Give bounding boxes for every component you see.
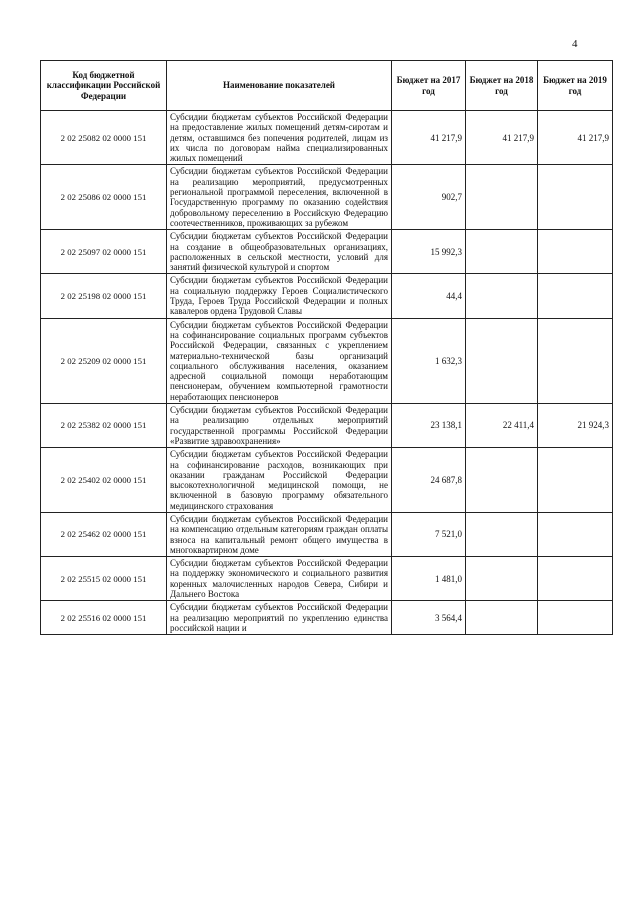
row-code: 2 02 25097 02 0000 151: [41, 230, 167, 274]
row-budget-2019: [538, 557, 613, 601]
table-row: [41, 512, 613, 556]
table-row: [41, 557, 613, 601]
row-budget-2018: [466, 318, 538, 403]
budget-table: [40, 60, 613, 635]
row-name: Субсидии бюджетам субъектов Российской Федерации на реализацию мероприятий по укреплению единства российской нации и: [167, 601, 392, 635]
row-budget-2017: 1 632,3: [392, 318, 466, 403]
row-name: Субсидии бюджетам субъектов Российской Федерации на поддержку экономического и социального развития коренных малочисленных народов Севера, Сибири и Дальнего Востока: [167, 557, 392, 601]
header-budget-2018: Бюджет на 2018 год: [466, 61, 538, 111]
table-row: [41, 448, 613, 513]
row-budget-2018: 41 217,9: [466, 111, 538, 165]
row-name: Субсидии бюджетам субъектов Российской Федерации на реализацию мероприятий, предусмотренных региональной программой переселения, включенной в Государственную программу по оказанию содействия добровольному переселению в Российскую Федерацию соотечественников, проживающих за рубежом: [167, 165, 392, 230]
row-code: 2 02 25516 02 0000 151: [41, 601, 167, 635]
table-row: [41, 318, 613, 403]
header-name: Наименование показателей: [167, 61, 392, 111]
row-code: 2 02 25382 02 0000 151: [41, 404, 167, 448]
row-budget-2018: [466, 512, 538, 556]
row-budget-2019: [538, 274, 613, 318]
row-budget-2017: 902,7: [392, 165, 466, 230]
row-code: 2 02 25082 02 0000 151: [41, 111, 167, 165]
row-code: 2 02 25198 02 0000 151: [41, 274, 167, 318]
header-budget-2019: Бюджет на 2019 год: [538, 61, 613, 111]
row-name: Субсидии бюджетам субъектов Российской Федерации на реализацию отдельных мероприятий государственной программы Российской Федерации «Развитие здравоохранения»: [167, 404, 392, 448]
table-row: [41, 165, 613, 230]
table-row: [41, 111, 613, 165]
header-budget-2017: Бюджет на 2017 год: [392, 61, 466, 111]
page-bottom-margin: [0, 832, 640, 905]
row-name: Субсидии бюджетам субъектов Российской Федерации на социальную поддержку Героев Социалистического Труда, Героев Труда Российской Федерации и полных кавалеров ордена Трудовой Славы: [167, 274, 392, 318]
row-budget-2019: [538, 165, 613, 230]
table-row: [41, 601, 613, 635]
row-budget-2018: [466, 274, 538, 318]
row-budget-2018: [466, 448, 538, 513]
row-budget-2017: 15 992,3: [392, 230, 466, 274]
row-name: Субсидии бюджетам субъектов Российской Федерации на софинансирование расходов, возникающих при оказании гражданам Российской Федерации высокотехнологичной медицинской помощи, не включенной в базовую программу обязательного медицинского страхования: [167, 448, 392, 513]
row-name: Субсидии бюджетам субъектов Российской Федерации на создание в общеобразовательных организациях, расположенных в сельской местности, условий для занятий физической культурой и спортом: [167, 230, 392, 274]
row-budget-2019: [538, 448, 613, 513]
row-budget-2017: 44,4: [392, 274, 466, 318]
table-row: [41, 404, 613, 448]
row-budget-2018: [466, 601, 538, 635]
row-budget-2019: 41 217,9: [538, 111, 613, 165]
row-code: 2 02 25209 02 0000 151: [41, 318, 167, 403]
row-budget-2019: [538, 318, 613, 403]
row-code: 2 02 25086 02 0000 151: [41, 165, 167, 230]
row-name: Субсидии бюджетам субъектов Российской Федерации на компенсацию отдельным категориям граждан оплаты взноса на капитальный ремонт общего имущества в многоквартирном доме: [167, 512, 392, 556]
table-row: [41, 274, 613, 318]
row-budget-2017: 1 481,0: [392, 557, 466, 601]
row-budget-2018: [466, 230, 538, 274]
row-budget-2017: 7 521,0: [392, 512, 466, 556]
row-name: Субсидии бюджетам субъектов Российской Федерации на софинансирование социальных программ субъектов Российской Федерации, связанных с укреплением материально-технической базы организаций социального обслуживания населения, оказанием адресной социальной помощи неработающим пенсионерам, обучением компьютерной грамотности неработающих пенсионеров: [167, 318, 392, 403]
row-budget-2019: [538, 601, 613, 635]
row-budget-2019: 21 924,3: [538, 404, 613, 448]
row-name: Субсидии бюджетам субъектов Российской Федерации на предоставление жилых помещений детям-сиротам и детям, оставшимся без попечения родителей, лицам из их числа по договорам найма специализированных жилых помещений: [167, 111, 392, 165]
row-code: 2 02 25402 02 0000 151: [41, 448, 167, 513]
row-budget-2017: 41 217,9: [392, 111, 466, 165]
row-budget-2018: [466, 165, 538, 230]
row-budget-2019: [538, 512, 613, 556]
table-header-row: [41, 61, 613, 111]
row-budget-2018: 22 411,4: [466, 404, 538, 448]
row-code: 2 02 25462 02 0000 151: [41, 512, 167, 556]
row-budget-2017: 3 564,4: [392, 601, 466, 635]
page-number: 4: [572, 38, 578, 50]
row-budget-2017: 24 687,8: [392, 448, 466, 513]
header-code: Код бюджетной классификации Российской Федерации: [41, 61, 167, 111]
row-budget-2017: 23 138,1: [392, 404, 466, 448]
row-code: 2 02 25515 02 0000 151: [41, 557, 167, 601]
row-budget-2018: [466, 557, 538, 601]
row-budget-2019: [538, 230, 613, 274]
table-row: [41, 230, 613, 274]
